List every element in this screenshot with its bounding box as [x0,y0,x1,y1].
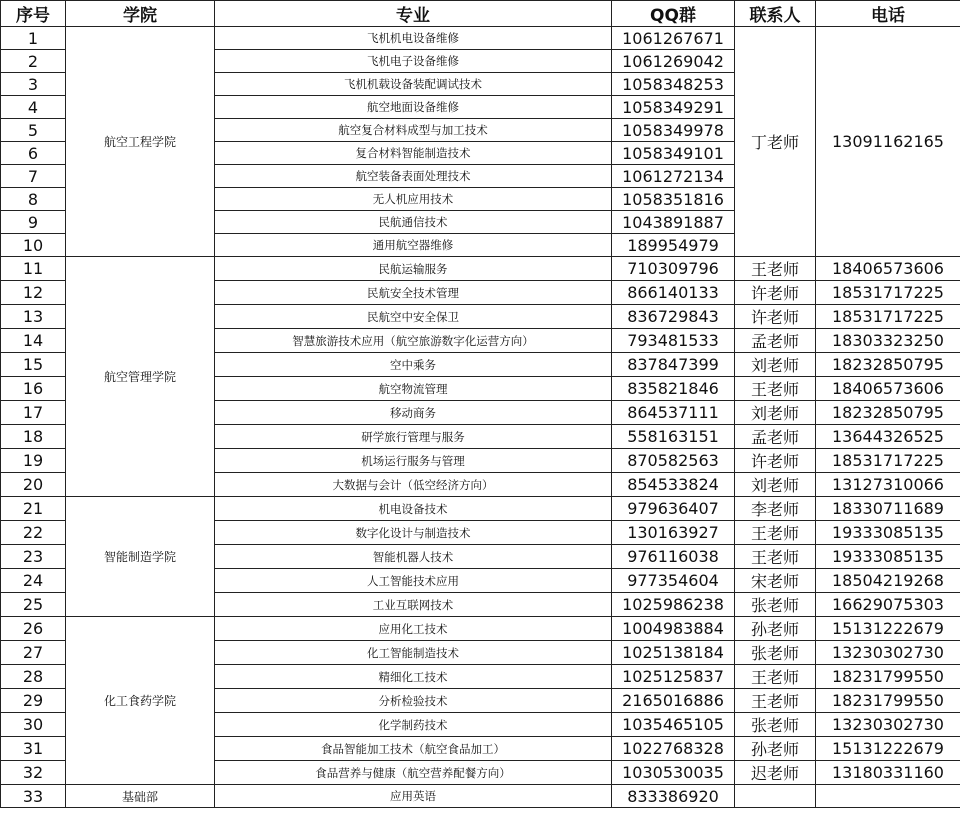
contact-name: 迟老师 [735,761,816,785]
major-name: 精细化工技术 [215,665,612,689]
row-number: 32 [1,761,66,785]
qq-group-number: 1043891887 [612,211,735,234]
row-number: 19 [1,449,66,473]
major-name: 飞机机载设备装配调试技术 [215,73,612,96]
major-name: 民航空中安全保卫 [215,305,612,329]
qq-group-number: 1058348253 [612,73,735,96]
major-name: 民航通信技术 [215,211,612,234]
college-name: 智能制造学院 [66,497,215,617]
contact-name: 王老师 [735,521,816,545]
major-name: 民航安全技术管理 [215,281,612,305]
qq-group-number: 1025986238 [612,593,735,617]
row-number: 4 [1,96,66,119]
contact-name: 许老师 [735,449,816,473]
qq-group-number: 837847399 [612,353,735,377]
contact-name: 许老师 [735,305,816,329]
college-name: 化工食药学院 [66,617,215,785]
major-name: 工业互联网技术 [215,593,612,617]
contact-name: 王老师 [735,257,816,281]
major-name: 航空物流管理 [215,377,612,401]
row-number: 33 [1,785,66,808]
row-number: 17 [1,401,66,425]
contact-name: 王老师 [735,665,816,689]
major-name: 复合材料智能制造技术 [215,142,612,165]
phone-number: 18231799550 [816,689,960,713]
major-name: 航空地面设备维修 [215,96,612,119]
row-number: 25 [1,593,66,617]
contact-name: 丁老师 [735,27,816,257]
phone-number: 19333085135 [816,521,960,545]
row-number: 9 [1,211,66,234]
header-college: 学院 [66,1,215,27]
college-name: 航空工程学院 [66,27,215,257]
qq-group-number: 1022768328 [612,737,735,761]
row-number: 7 [1,165,66,188]
major-name: 人工智能技术应用 [215,569,612,593]
qq-group-number: 1030530035 [612,761,735,785]
qq-group-number: 710309796 [612,257,735,281]
qq-group-number: 793481533 [612,329,735,353]
header-major: 专业 [215,1,612,27]
major-name: 航空装备表面处理技术 [215,165,612,188]
qq-group-number: 558163151 [612,425,735,449]
qq-group-number: 854533824 [612,473,735,497]
phone-number: 15131222679 [816,737,960,761]
phone-number: 13230302730 [816,641,960,665]
qq-group-number: 836729843 [612,305,735,329]
row-number: 5 [1,119,66,142]
contact-name: 许老师 [735,281,816,305]
phone-number: 18531717225 [816,281,960,305]
contact-name: 王老师 [735,377,816,401]
contact-name: 王老师 [735,689,816,713]
qq-group-number: 130163927 [612,521,735,545]
row-number: 8 [1,188,66,211]
row-number: 23 [1,545,66,569]
major-name: 智慧旅游技术应用（航空旅游数字化运营方向） [215,329,612,353]
qq-group-number: 189954979 [612,234,735,257]
qq-group-number: 833386920 [612,785,735,808]
row-number: 18 [1,425,66,449]
header-phone: 电话 [816,1,960,27]
row-number: 28 [1,665,66,689]
phone-number: 18504219268 [816,569,960,593]
header-qq: QQ群 [612,1,735,27]
row-number: 20 [1,473,66,497]
contact-name: 宋老师 [735,569,816,593]
major-name: 分析检验技术 [215,689,612,713]
major-name: 机场运行服务与管理 [215,449,612,473]
qq-group-number: 1025125837 [612,665,735,689]
phone-number: 18406573606 [816,377,960,401]
qq-group-number: 870582563 [612,449,735,473]
qq-group-number: 864537111 [612,401,735,425]
row-number: 13 [1,305,66,329]
phone-number: 16629075303 [816,593,960,617]
qq-group-number: 977354604 [612,569,735,593]
contact-name: 刘老师 [735,401,816,425]
row-number: 11 [1,257,66,281]
header-contact: 联系人 [735,1,816,27]
major-name: 应用英语 [215,785,612,808]
row-number: 29 [1,689,66,713]
contact-name: 李老师 [735,497,816,521]
qq-group-number: 979636407 [612,497,735,521]
row-number: 26 [1,617,66,641]
qq-group-number: 1061269042 [612,50,735,73]
major-name: 数字化设计与制造技术 [215,521,612,545]
phone-number: 18232850795 [816,401,960,425]
major-name: 机电设备技术 [215,497,612,521]
phone-number: 15131222679 [816,617,960,641]
qq-group-number: 2165016886 [612,689,735,713]
row-number: 10 [1,234,66,257]
qq-group-number: 976116038 [612,545,735,569]
phone-number: 13644326525 [816,425,960,449]
row-number: 1 [1,27,66,50]
major-name: 航空复合材料成型与加工技术 [215,119,612,142]
row-number: 16 [1,377,66,401]
qq-group-number: 1061267671 [612,27,735,50]
qq-group-number: 1025138184 [612,641,735,665]
table-body [1,27,960,808]
row-number: 24 [1,569,66,593]
contact-name: 孟老师 [735,425,816,449]
header-no: 序号 [1,1,66,27]
phone-number: 13230302730 [816,713,960,737]
contact-name: 孙老师 [735,617,816,641]
contact-name: 孙老师 [735,737,816,761]
contact-name: 刘老师 [735,473,816,497]
major-name: 空中乘务 [215,353,612,377]
qq-group-number: 1058351816 [612,188,735,211]
phone-number: 18330711689 [816,497,960,521]
row-number: 15 [1,353,66,377]
contact-name [735,785,816,808]
qq-group-number: 1058349291 [612,96,735,119]
phone-number [816,785,960,808]
row-number: 14 [1,329,66,353]
qq-group-number: 1004983884 [612,617,735,641]
qq-group-number: 1058349978 [612,119,735,142]
college-name: 航空管理学院 [66,257,215,497]
phone-number: 13180331160 [816,761,960,785]
qq-group-number: 1058349101 [612,142,735,165]
row-number: 12 [1,281,66,305]
table-row [1,257,960,281]
major-name: 移动商务 [215,401,612,425]
major-name: 食品营养与健康（航空营养配餐方向） [215,761,612,785]
table-row [1,617,960,641]
major-name: 化学制药技术 [215,713,612,737]
row-number: 2 [1,50,66,73]
phone-number: 19333085135 [816,545,960,569]
major-name: 研学旅行管理与服务 [215,425,612,449]
row-number: 6 [1,142,66,165]
major-name: 化工智能制造技术 [215,641,612,665]
major-name: 大数据与会计（低空经济方向） [215,473,612,497]
qq-group-number: 866140133 [612,281,735,305]
contact-name: 张老师 [735,641,816,665]
phone-number: 18531717225 [816,305,960,329]
major-name: 应用化工技术 [215,617,612,641]
qq-group-number: 1061272134 [612,165,735,188]
major-name: 民航运输服务 [215,257,612,281]
header-row [1,1,960,27]
row-number: 3 [1,73,66,96]
qq-group-number: 835821846 [612,377,735,401]
row-number: 22 [1,521,66,545]
college-name: 基础部 [66,785,215,808]
contact-name: 孟老师 [735,329,816,353]
contact-name: 王老师 [735,545,816,569]
phone-number: 13091162165 [816,27,960,257]
phone-number: 18232850795 [816,353,960,377]
phone-number: 18531717225 [816,449,960,473]
table-row [1,497,960,521]
table-row [1,785,960,808]
contact-name: 张老师 [735,713,816,737]
contact-name: 刘老师 [735,353,816,377]
phone-number: 18303323250 [816,329,960,353]
phone-number: 13127310066 [816,473,960,497]
major-name: 通用航空器维修 [215,234,612,257]
major-name: 无人机应用技术 [215,188,612,211]
phone-number: 18231799550 [816,665,960,689]
contact-name: 张老师 [735,593,816,617]
phone-number: 18406573606 [816,257,960,281]
row-number: 21 [1,497,66,521]
table-row [1,27,960,50]
major-name: 飞机电子设备维修 [215,50,612,73]
major-name: 飞机机电设备维修 [215,27,612,50]
row-number: 27 [1,641,66,665]
qq-group-number: 1035465105 [612,713,735,737]
row-number: 31 [1,737,66,761]
row-number: 30 [1,713,66,737]
major-name: 食品智能加工技术（航空食品加工） [215,737,612,761]
major-name: 智能机器人技术 [215,545,612,569]
